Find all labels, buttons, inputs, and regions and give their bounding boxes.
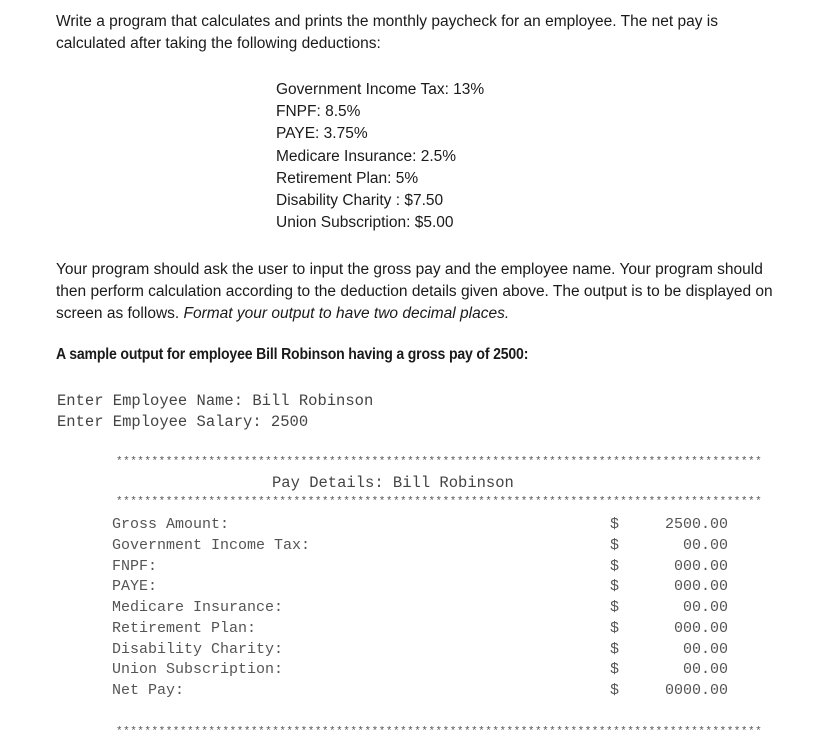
pay-row-amount: 00.00 xyxy=(682,641,728,658)
pay-row-fnpf xyxy=(112,558,732,579)
pay-row-label: Retirement Plan: xyxy=(112,620,257,637)
deduction-item: Government Income Tax: 13% xyxy=(276,81,485,98)
pay-row-currency: $ xyxy=(610,516,620,533)
pay-row-union-subscription xyxy=(112,661,732,682)
pay-row-retirement-plan xyxy=(112,620,732,641)
deduction-item: PAYE: 3.75% xyxy=(276,125,368,143)
pay-row-label: Net Pay: xyxy=(112,682,185,699)
pay-row-label: FNPF: xyxy=(112,558,158,575)
deduction-item: Union Subscription: $5.00 xyxy=(276,214,454,232)
pay-row-amount: 00.00 xyxy=(682,599,728,616)
pay-row-amount: 2500.00 xyxy=(664,516,728,533)
sample-output-heading: A sample output for employee Bill Robinson having a gross pay of 2500: xyxy=(56,346,529,363)
pay-row-currency: $ xyxy=(610,682,620,699)
pay-row-amount: 00.00 xyxy=(682,661,728,678)
instructions-text: Your program should ask the user to input the gross pay and the employee name. Your program should then perform calculation according to the deduction details given above. The output is to be displayed on screen as follows. xyxy=(56,261,773,322)
deduction-item: FNPF: 8.5% xyxy=(276,103,361,121)
pay-row-currency: $ xyxy=(610,620,620,637)
deduction-item: Medicare Insurance: 2.5% xyxy=(276,147,457,165)
intro-paragraph: Write a program that calculates and prints the monthly paycheck for an employee. The net pay is calculated after taking the following deductions: xyxy=(56,13,718,52)
pay-row-currency: $ xyxy=(610,661,620,678)
pay-row-label: Government Income Tax: xyxy=(112,537,311,554)
pay-row-amount: 00.00 xyxy=(682,537,728,554)
pay-row-currency: $ xyxy=(610,558,620,575)
console-salary-line: Enter Employee Salary: 2500 xyxy=(57,413,309,431)
pay-row-label: Gross Amount: xyxy=(112,516,230,533)
pay-row-amount: 000.00 xyxy=(673,558,728,575)
pay-row-disability-charity xyxy=(112,641,732,662)
instructions-format-note: Format your output to have two decimal places. xyxy=(183,305,510,322)
stars-divider-top: ******************************************************************************************* xyxy=(116,456,763,468)
pay-row-amount: 0000.00 xyxy=(664,682,728,699)
pay-row-net-pay xyxy=(112,682,732,703)
instructions-paragraph xyxy=(56,259,796,325)
pay-row-medicare-insurance xyxy=(112,599,732,620)
pay-row-paye xyxy=(112,578,732,599)
pay-row-amount: 000.00 xyxy=(673,620,728,637)
pay-row-label: Medicare Insurance: xyxy=(112,599,284,616)
console-name-line: Enter Employee Name: Bill Robinson xyxy=(57,392,374,410)
pay-row-gross-amount xyxy=(112,516,732,537)
pay-row-amount: 000.00 xyxy=(673,578,728,595)
pay-row-currency: $ xyxy=(610,537,620,554)
deductions-list xyxy=(276,79,484,234)
pay-row-label: PAYE: xyxy=(112,578,158,595)
pay-row-currency: $ xyxy=(610,578,620,595)
stars-divider-middle: ******************************************************************************************* xyxy=(116,496,763,508)
pay-row-currency: $ xyxy=(610,641,620,658)
pay-details-title: Pay Details: Bill Robinson xyxy=(272,474,514,492)
stars-divider-bottom: ******************************************************************************************* xyxy=(116,726,763,738)
pay-row-label: Union Subscription: xyxy=(112,661,284,678)
deduction-item: Retirement Plan: 5% xyxy=(276,169,419,187)
deduction-item: Disability Charity : $7.50 xyxy=(276,191,444,209)
pay-row-government-income-tax xyxy=(112,537,732,558)
pay-row-currency: $ xyxy=(610,599,620,616)
pay-row-label: Disability Charity: xyxy=(112,641,284,658)
